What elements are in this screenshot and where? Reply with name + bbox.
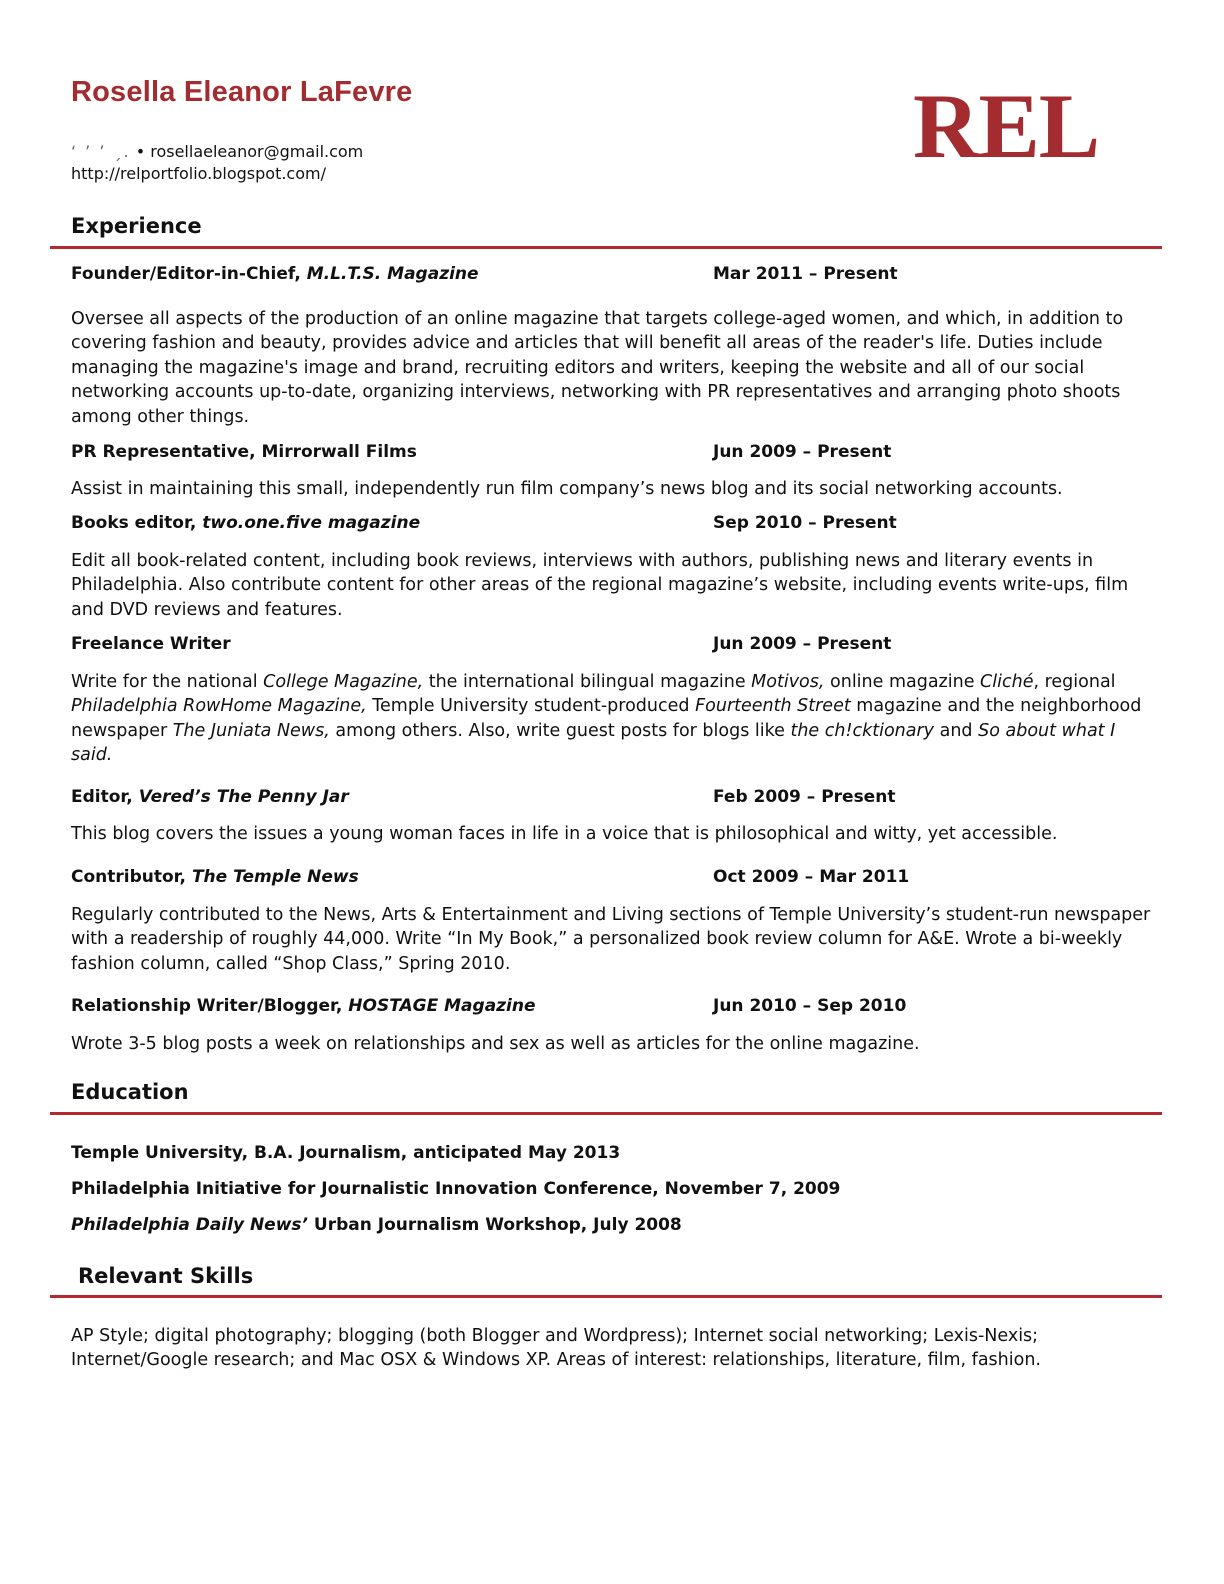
job-header xyxy=(71,513,1151,533)
job-date: Feb 2009 – Present xyxy=(713,787,896,807)
job-description: Regularly contributed to the News, Arts & Entertainment and Living sections of Temple University’s student-run newspaper with a readership of roughly 44,000. Write “In My Book,” a personalized book review column for A&E. Wrote a bi-weekly fashion column, called “Shop Class,” Spring 2010. xyxy=(71,905,1151,974)
section-divider xyxy=(50,1295,1162,1298)
job-title: Contributor, xyxy=(71,867,192,887)
job-description: Write for the national College Magazine, the international bilingual magazine Motivos, online magazine Cliché, regional Philadelphia RowHome Magazine, Temple University student-produced Fourteenth Street magazine and the neighborhood newspaper The Juniata News, among others. Also, write guest posts for blogs like the ch!cktionary and So about what I said. xyxy=(71,672,1142,766)
job-title: Freelance Writer xyxy=(71,634,231,654)
job-header xyxy=(71,996,1151,1016)
education-item: Temple University, B.A. Journalism, anticipated May 2013 xyxy=(71,1143,621,1163)
job-title: Founder/Editor-in-Chief, xyxy=(71,264,307,284)
job-org: two.one.five magazine xyxy=(202,513,421,533)
section-divider xyxy=(50,246,1162,249)
phone-fragment: ‘ ’ ’ ˏ. xyxy=(71,142,131,161)
job-description: Oversee all aspects of the production of an online magazine that targets college-aged women, and which, in addition to covering fashion and beauty, provides advice and articles that will benefit all areas of the reader's life. Duties include managing the magazine's image and brand, recruiting editors and writers, keeping the website and all of our social networking accounts up-to-date, organizing interviews, networking with PR representatives and arranging photo shoots among other things. xyxy=(71,309,1124,427)
education-item: Philadelphia Daily News’ Urban Journalism Workshop, July 2008 xyxy=(71,1215,682,1235)
job-description: Wrote 3-5 blog posts a week on relationships and sex as well as articles for the online magazine. xyxy=(71,1034,920,1054)
section-title-education: Education xyxy=(71,1080,189,1104)
email-link[interactable]: rosellaeleanor@gmail.com xyxy=(150,142,364,161)
job-date: Sep 2010 – Present xyxy=(713,513,897,533)
job-header xyxy=(71,634,1151,654)
job-org: HOSTAGE Magazine xyxy=(348,996,536,1016)
job-header xyxy=(71,442,1151,462)
job-date: Jun 2009 – Present xyxy=(713,634,892,654)
bullet-separator: • xyxy=(135,142,146,161)
job-org: M.L.T.S. Magazine xyxy=(306,264,479,284)
resume-name: Rosella Eleanor LaFevre xyxy=(71,76,413,108)
job-description: Assist in maintaining this small, independently run film company’s news blog and its social networking accounts. xyxy=(71,479,1063,499)
job-org: The Temple News xyxy=(191,867,359,887)
contact-line-email xyxy=(71,142,363,161)
job-description: Edit all book-related content, including book reviews, interviews with authors, publishing news and literary events in Philadelphia. Also contribute content for other areas of the regional magazine’s website, including events write-ups, film and DVD reviews and features. xyxy=(71,551,1129,620)
job-header xyxy=(71,867,1151,887)
skills-text: AP Style; digital photography; blogging (both Blogger and Wordpress); Internet social networking; Lexis-Nexis; Internet/Google research; and Mac OSX & Windows XP. Areas of interest: relationships, literature, film, fashion. xyxy=(71,1326,1041,1371)
website-link[interactable]: http://relportfolio.blogspot.com/ xyxy=(71,164,326,183)
job-title: Relationship Writer/Blogger, xyxy=(71,996,349,1016)
job-date: Mar 2011 – Present xyxy=(713,264,898,284)
job-title: Editor, xyxy=(71,787,139,807)
job-date: Jun 2009 – Present xyxy=(713,442,892,462)
job-header xyxy=(71,787,1151,807)
monogram-logo: REL xyxy=(913,75,1100,177)
section-title-experience: Experience xyxy=(71,214,202,238)
job-org: Vered’s The Penny Jar xyxy=(138,787,349,807)
job-title: Books editor, xyxy=(71,513,203,533)
job-header xyxy=(71,264,1151,284)
section-title-skills: Relevant Skills xyxy=(78,1264,254,1288)
job-title: PR Representative, Mirrorwall Films xyxy=(71,442,417,462)
education-item: Philadelphia Initiative for Journalistic Innovation Conference, November 7, 2009 xyxy=(71,1179,841,1199)
job-description: This blog covers the issues a young woman faces in life in a voice that is philosophical and witty, yet accessible. xyxy=(71,824,1058,844)
job-date: Jun 2010 – Sep 2010 xyxy=(713,996,907,1016)
section-divider xyxy=(50,1112,1162,1115)
job-date: Oct 2009 – Mar 2011 xyxy=(713,867,910,887)
